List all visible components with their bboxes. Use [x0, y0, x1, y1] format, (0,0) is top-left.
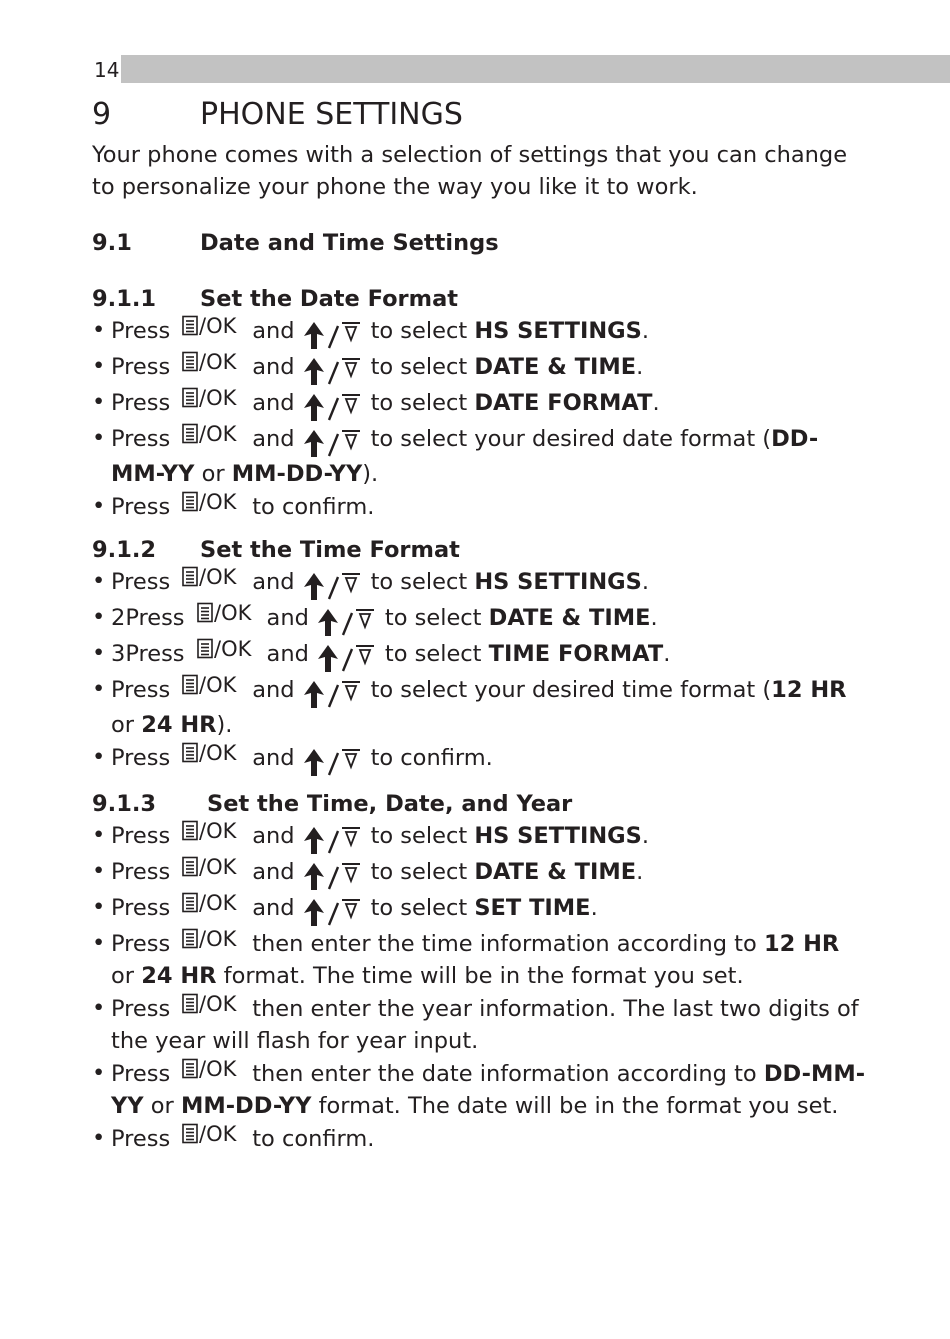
page-number: 14 [92, 55, 121, 83]
list-item: • Press /OK to confirm. [92, 1122, 867, 1155]
list-item: • Press /OK and to select HS SETTINGS. [92, 565, 867, 601]
steps-911 [92, 314, 867, 523]
menu-ok-key-icon [180, 1122, 246, 1148]
subsection-heading-912 [92, 535, 867, 565]
section-number: 9.1 [92, 230, 132, 256]
subsection-heading-913 [92, 789, 867, 819]
menu-ok-key-icon [180, 673, 246, 699]
up-down-arrow-keys-icon [299, 859, 365, 891]
subsection-number: 9.1.2 [92, 537, 157, 563]
svg-text:/OK: /OK [199, 992, 237, 1016]
menu-ok-key-icon [180, 314, 246, 340]
svg-text:/OK: /OK [199, 673, 237, 697]
menu-ok-key-icon [180, 891, 246, 917]
up-down-arrow-keys-icon [299, 895, 365, 927]
list-item: • Press /OK and to select DATE & TIME. [92, 855, 867, 891]
menu-ok-key-icon [180, 565, 246, 591]
svg-text:/OK: /OK [199, 855, 237, 879]
menu-ok-key-icon [180, 1057, 246, 1083]
section-title: Date and Time Settings [200, 230, 499, 256]
menu-ok-key-icon [180, 386, 246, 412]
menu-ok-key-icon [180, 819, 246, 845]
list-item: • Press /OK then enter the year information. The last two digits of the year will flash for year input. [92, 992, 867, 1057]
svg-text:/OK: /OK [213, 601, 251, 625]
svg-text:/OK: /OK [199, 386, 237, 410]
up-down-arrow-keys-icon [299, 426, 365, 458]
list-item: • Press /OK and to select HS SETTINGS. [92, 819, 867, 855]
subsection-number: 9.1.1 [92, 286, 157, 312]
menu-ok-key-icon [195, 601, 261, 627]
up-down-arrow-keys-icon [313, 605, 379, 637]
chapter-heading [92, 95, 867, 135]
subsection-heading-911 [92, 284, 867, 314]
menu-ok-key-icon [180, 490, 246, 516]
svg-text:/OK: /OK [199, 819, 237, 843]
svg-text:/OK: /OK [199, 891, 237, 915]
svg-text:/OK: /OK [199, 490, 237, 514]
list-item: • Press /OK and to select HS SETTINGS. [92, 314, 867, 350]
steps-913 [92, 819, 867, 1155]
menu-ok-key-icon [180, 855, 246, 881]
chapter-title: PHONE SETTINGS [200, 97, 463, 132]
steps-912 [92, 565, 867, 777]
svg-text:/OK: /OK [199, 1057, 237, 1081]
up-down-arrow-keys-icon [299, 354, 365, 386]
menu-ok-key-icon [180, 927, 246, 953]
up-down-arrow-keys-icon [299, 390, 365, 422]
list-item: • 3Press /OK and to select TIME FORMAT. [92, 637, 867, 673]
subsection-title: Set the Date Format [200, 286, 459, 312]
svg-text:/OK: /OK [199, 422, 237, 446]
up-down-arrow-keys-icon [299, 318, 365, 350]
svg-text:/OK: /OK [199, 314, 237, 338]
list-item: • Press /OK and to confirm. [92, 741, 867, 777]
svg-text:/OK: /OK [199, 565, 237, 589]
subsection-title: Set the Time Format [200, 537, 460, 563]
page-content [92, 95, 867, 1155]
up-down-arrow-keys-icon [299, 823, 365, 855]
list-item: • Press /OK and to select SET TIME. [92, 891, 867, 927]
up-down-arrow-keys-icon [299, 677, 365, 709]
menu-ok-key-icon [180, 350, 246, 376]
svg-text:/OK: /OK [213, 637, 251, 661]
menu-ok-key-icon [195, 637, 261, 663]
list-item: • 2Press /OK and to select DATE & TIME. [92, 601, 867, 637]
menu-ok-key-icon [180, 741, 246, 767]
section-heading [92, 228, 867, 258]
header-bar [92, 55, 950, 83]
intro-paragraph: Your phone comes with a selection of settings that you can change to personalize your phone the way you like it to work. [92, 142, 848, 200]
menu-ok-key-icon [180, 422, 246, 448]
list-item: • Press /OK and to select your desired date format (DD-MM-YY or MM-DD-YY). [92, 422, 867, 490]
list-item: • Press /OK then enter the time information according to 12 HR or 24 HR format. The time will be in the format you set. [92, 927, 867, 992]
subsection-title: Set the Time, Date, and Year [207, 791, 573, 817]
svg-text:/OK: /OK [199, 350, 237, 374]
list-item: • Press /OK to confirm. [92, 490, 867, 523]
chapter-number: 9 [92, 97, 112, 132]
up-down-arrow-keys-icon [299, 569, 365, 601]
list-item: • Press /OK and to select DATE & TIME. [92, 350, 867, 386]
svg-text:/OK: /OK [199, 927, 237, 951]
list-item: • Press /OK then enter the date information according to DD-MM-YY or MM-DD-YY format. The date will be in the format you set. [92, 1057, 867, 1122]
up-down-arrow-keys-icon [313, 641, 379, 673]
svg-text:/OK: /OK [199, 741, 237, 765]
menu-ok-key-icon [180, 992, 246, 1018]
subsection-number: 9.1.3 [92, 791, 157, 817]
svg-text:/OK: /OK [199, 1122, 237, 1146]
up-down-arrow-keys-icon [299, 745, 365, 777]
list-item: • Press /OK and to select your desired time format (12 HR or 24 HR). [92, 673, 867, 741]
list-item: • Press /OK and to select DATE FORMAT. [92, 386, 867, 422]
